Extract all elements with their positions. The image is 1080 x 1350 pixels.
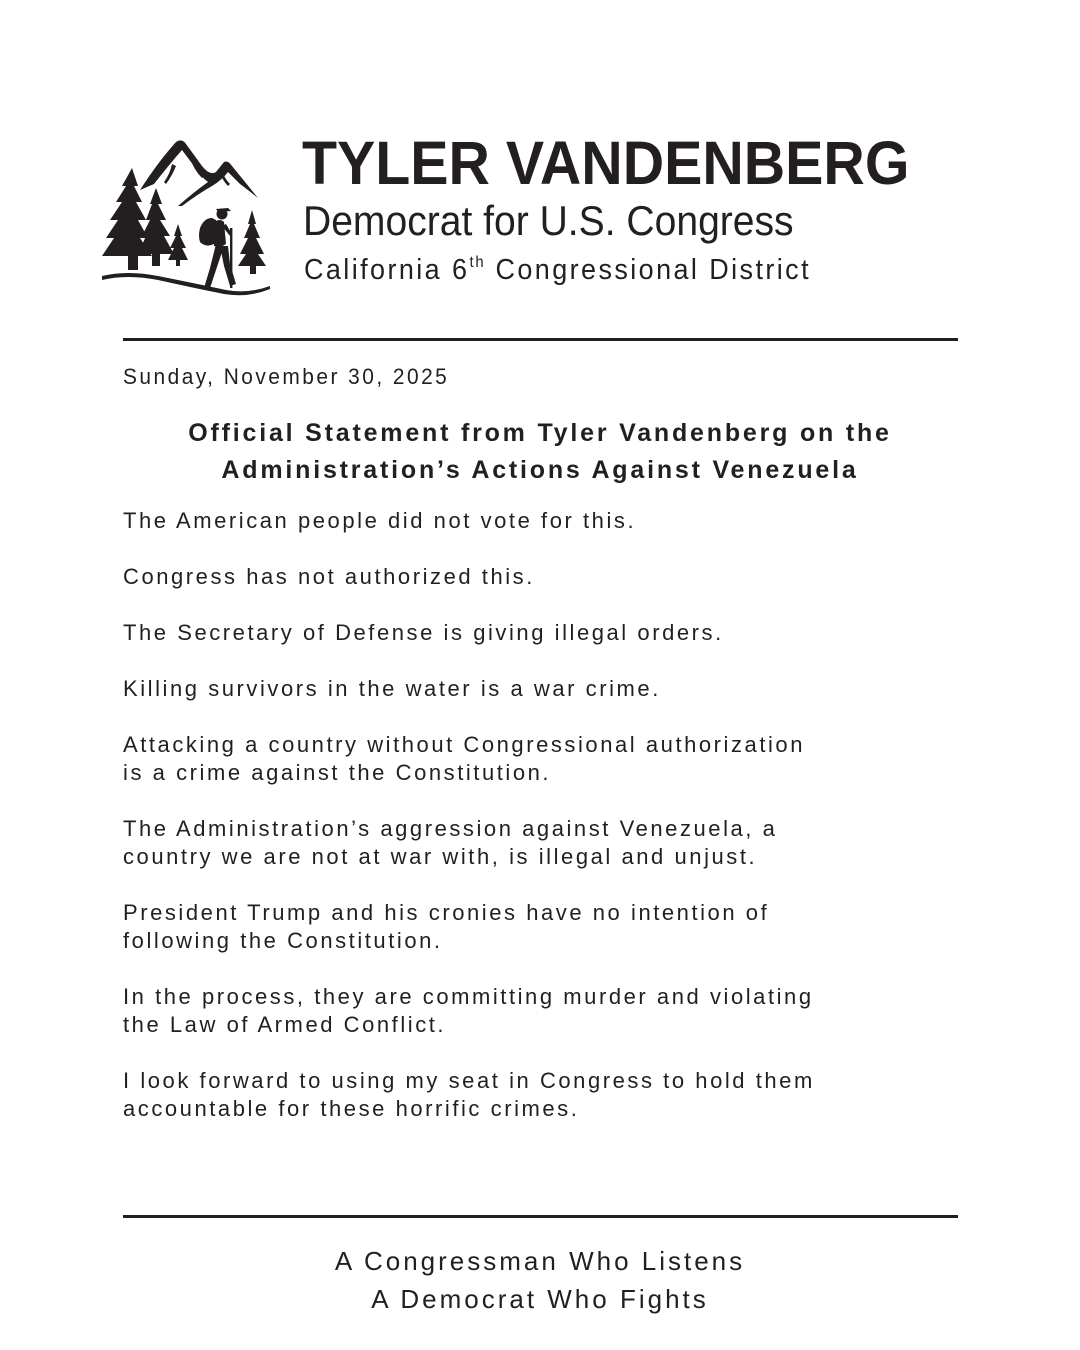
district-suffix: Congressional District	[485, 254, 811, 286]
statement-date: Sunday, November 30, 2025	[123, 364, 450, 389]
paragraph-line: In the process, they are committing murder and violating	[123, 984, 814, 1009]
paragraph-line: country we are not at war with, is illegal and unjust.	[123, 844, 758, 869]
statement-headline	[100, 415, 980, 489]
headline-line: Administration’s Actions Against Venezuela	[221, 456, 859, 484]
paragraph-line: is a crime against the Constitution.	[123, 760, 552, 785]
candidate-name: TYLER VANDENBERG	[302, 129, 910, 197]
tagline-line: A Democrat Who Fights	[371, 1284, 709, 1314]
statement-paragraph	[123, 731, 983, 787]
statement-paragraph	[123, 815, 983, 871]
tagline-line: A Congressman Who Listens	[334, 1246, 746, 1276]
paragraph-line: accountable for these horrific crimes.	[123, 1096, 580, 1121]
campaign-tagline	[100, 1242, 980, 1318]
paragraph-line: Congress has not authorized this.	[123, 564, 535, 589]
paragraph-line: Killing survivors in the water is a war crime.	[123, 676, 661, 701]
paragraph-line: The American people did not vote for this.	[123, 508, 637, 533]
district-prefix: California 6	[304, 254, 470, 286]
bottom-divider	[123, 1215, 958, 1218]
headline-line: Official Statement from Tyler Vandenberg on the	[188, 419, 892, 447]
statement-paragraph	[123, 899, 983, 955]
top-divider	[123, 338, 958, 341]
statement-paragraph	[123, 507, 983, 535]
hiker-mountain-icon	[98, 132, 272, 300]
paragraph-line: following the Constitution.	[123, 928, 443, 953]
statement-paragraph	[123, 675, 983, 703]
district-label	[304, 255, 811, 285]
campaign-logo-hiker-icon	[98, 132, 272, 300]
paragraph-line: the Law of Armed Conflict.	[123, 1012, 447, 1037]
statement-paragraph	[123, 1067, 983, 1123]
district-ordinal: th	[469, 254, 486, 271]
statement-body	[123, 507, 983, 1151]
paragraph-line: Attacking a country without Congressional authorization	[123, 732, 805, 757]
paragraph-line: The Administration’s aggression against Venezuela, a	[123, 816, 778, 841]
statement-paragraph	[123, 619, 983, 647]
paragraph-line: President Trump and his cronies have no intention of	[123, 900, 770, 925]
candidate-subtitle: Democrat for U.S. Congress	[303, 197, 794, 244]
statement-paragraph	[123, 983, 983, 1039]
paragraph-line: I look forward to using my seat in Congress to hold them	[123, 1068, 815, 1093]
statement-paragraph	[123, 563, 983, 591]
paragraph-line: The Secretary of Defense is giving illegal orders.	[123, 620, 724, 645]
